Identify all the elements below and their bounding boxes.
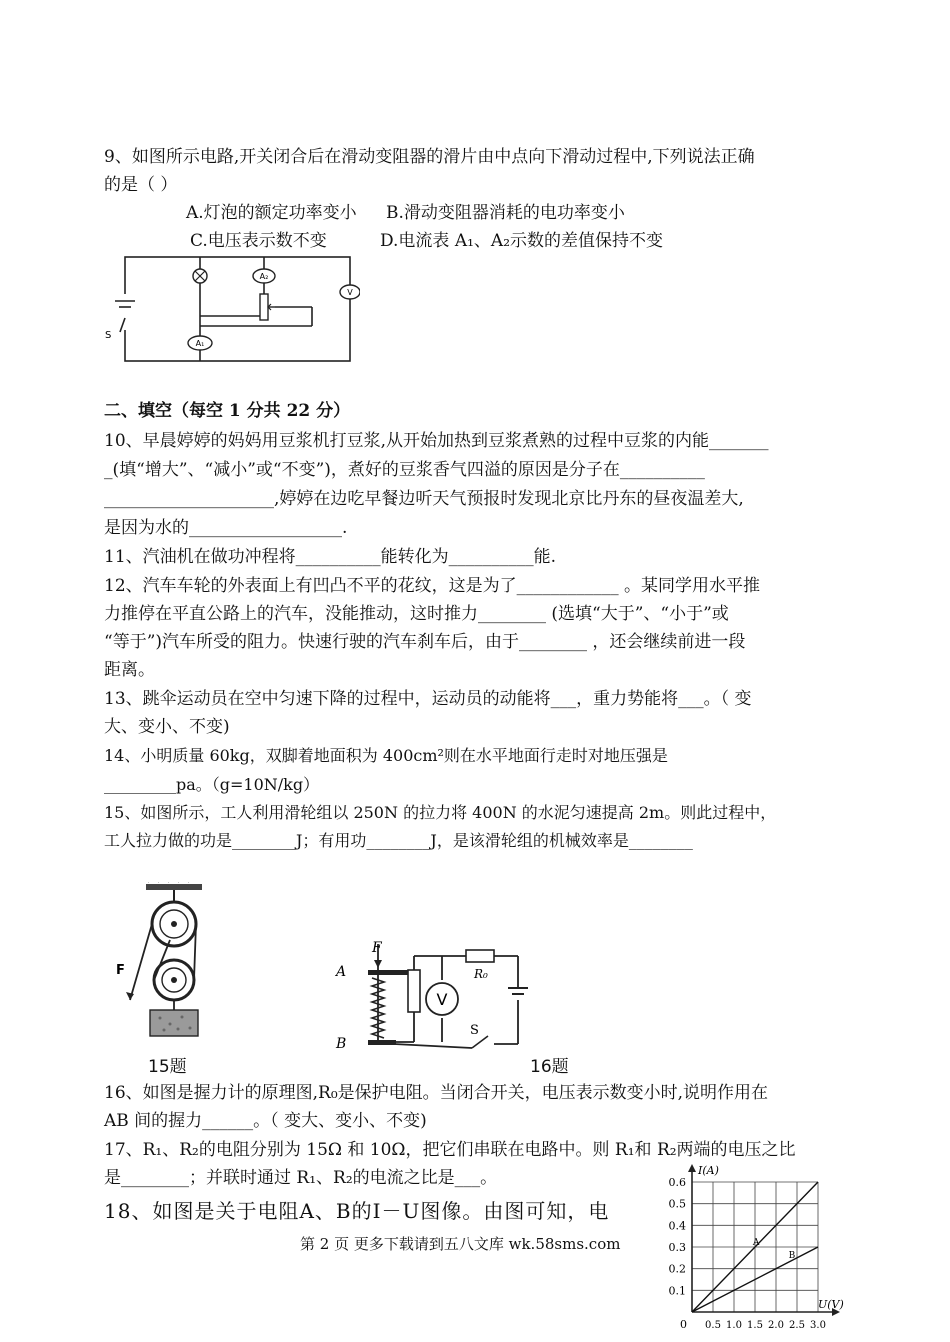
iu-x-tick-1: 1.0 [726,1320,742,1331]
lamp-icon [193,269,207,283]
q14-line2: _________pa。（g=10N/kg） [104,775,320,794]
fixed-pulley-icon [152,902,196,946]
iu-y-tick-2: 0.4 [668,1219,686,1233]
grip-s-label: S [470,1023,479,1038]
q16-line2: AB 间的握力______。（ 变大、变小、不变) [104,1111,427,1131]
iu-x-tick-2: 1.5 [747,1320,763,1331]
q9-circuit-diagram [100,254,360,366]
voltmeter-label: V [347,288,353,297]
q9-option-d: D.电流表 A₁、A₂示数的差值保持不变 [380,231,664,251]
ammeter-a1-label: A₁ [195,339,205,348]
iu-y-label: I(A) [698,1164,719,1177]
q10-line4: 是因为水的__________________. [104,518,348,538]
q15-line2: 工人拉力做的功是________J；有用功________J，是该滑轮组的机械效率是________ [104,831,693,850]
pulley-force-label: F [116,963,125,978]
iu-origin-label: 0 [680,1318,687,1331]
iu-x-tick-4: 2.5 [789,1320,805,1331]
q16-line1: 16、如图是握力计的原理图,R₀是保护电阻。当闭合开关，电压表示数变小时,说明作用在 [104,1083,769,1103]
q9-option-c: C.电压表示数不变 [190,231,327,251]
y-axis-arrow [688,1164,696,1172]
q12-line1: 12、汽车车轮的外表面上有凹凸不平的花纹，这是为了____________ 。某同学用水平推 [104,576,761,596]
voltmeter-icon [340,285,360,299]
q11-line1: 11、汽油机在做功冲程将__________能转化为__________能. [104,547,557,567]
grip-meter-diagram [334,938,534,1056]
grip-voltmeter-label: V [436,990,448,1009]
page-footer: 第 2 页 更多下载请到五八文库 wk.58sms.com [300,1235,621,1253]
protect-resistor-r0 [466,950,494,962]
q9-line1: 9、如图所示电路,开关闭合后在滑动变阻器的滑片由中点向下滑动过程中,下列说法正确 [104,147,755,167]
iu-y-tick-1: 0.5 [668,1197,686,1211]
iu-graph [650,1160,850,1342]
battery-icon-16 [508,988,528,994]
grip-b-label: B [336,1036,347,1052]
q16-caption: 16题 [530,1057,569,1077]
iu-y-tick-4: 0.2 [668,1262,686,1276]
iu-series-a-label: A [752,1238,760,1249]
ammeter-a1-icon [188,336,212,350]
q17-line2: 是________；并联时通过 R₁、R₂的电流之比是___。 [104,1168,498,1188]
ammeter-a2-icon [253,269,275,283]
q17-line1: 17、R₁、R₂的电阻分别为 15Ω 和 10Ω，把它们串联在电路中。则 R₁和 R₂两端的电压之比 [104,1140,796,1160]
rheostat-icon [260,294,275,320]
q12-line4: 距离。 [104,660,155,680]
pulley-diagram [108,882,218,1042]
q9-option-a: A.灯泡的额定功率变小 [186,203,357,223]
q13-line2: 大、变小、不变) [104,717,230,737]
grip-a-label: A [336,964,347,980]
voltmeter-icon-16 [426,983,458,1015]
q10-line3: ____________________,婷婷在边吃早餐边听天气预报时发现北京比丹东的昼夜温差大, [104,489,744,509]
switch-label: S [105,330,112,341]
ceiling-beam [146,884,202,890]
q12-line2: 力推停在平直公路上的汽车，没能推动，这时推力________ (选填“大于”、“小于”或 [104,604,729,624]
iu-x-tick-5: 3.0 [810,1320,826,1331]
rope-pull [130,924,152,1000]
q15-caption: 15题 [148,1057,187,1077]
circuit-outer-loop [125,257,350,361]
q18-line1: 18、如图是关于电阻A、B的I－U图像。由图可知，电 [104,1199,610,1223]
ammeter-a2-label: A₂ [259,272,269,281]
q9-line2: 的是（ ） [104,175,178,195]
q14-line1: 14、小明质量 60kg，双脚着地面积为 400cm²则在水平地面行走时对地压强是 [104,746,668,765]
q9-option-b: B.滑动变阻器消耗的电功率变小 [386,203,625,223]
q13-line1: 13、跳伞运动员在空中匀速下降的过程中，运动员的动能将___，重力势能将___。（ 变 [104,689,752,709]
slide-rheostat [408,970,420,1012]
iu-x-label: U(V) [818,1298,844,1311]
grip-r0-label: R₀ [474,967,488,981]
cement-block [150,1010,198,1036]
iu-y-tick-0: 0.6 [668,1176,686,1189]
section2-heading: 二、填空（每空 1 分共 22 分） [104,401,351,421]
q10-line1: 10、早晨婷婷的妈妈用豆浆机打豆浆,从开始加热到豆浆煮熟的过程中豆浆的内能_______ [104,431,769,451]
iu-y-tick-3: 0.3 [668,1241,686,1254]
grip-f-label: F [372,940,382,956]
iu-x-tick-0: 0.5 [705,1320,721,1331]
iu-series-b-label: B [788,1251,796,1262]
q15-line1: 15、如图所示，工人利用滑轮组以 250N 的拉力将 400N 的水泥匀速提高 2m。则此过程中， [104,803,777,822]
grip-bottom-plate [368,1040,396,1045]
iu-y-tick-5: 0.1 [668,1284,686,1298]
q12-line3: “等于”)汽车所受的阻力。快速行驶的汽车刹车后，由于________ ，还会继续前进一段 [104,632,746,652]
iu-x-tick-3: 2.0 [768,1320,784,1331]
q10-line2: _(填“增大”、“减小”或“不变”)，煮好的豆浆香气四溢的原因是分子在__________ [104,460,705,480]
